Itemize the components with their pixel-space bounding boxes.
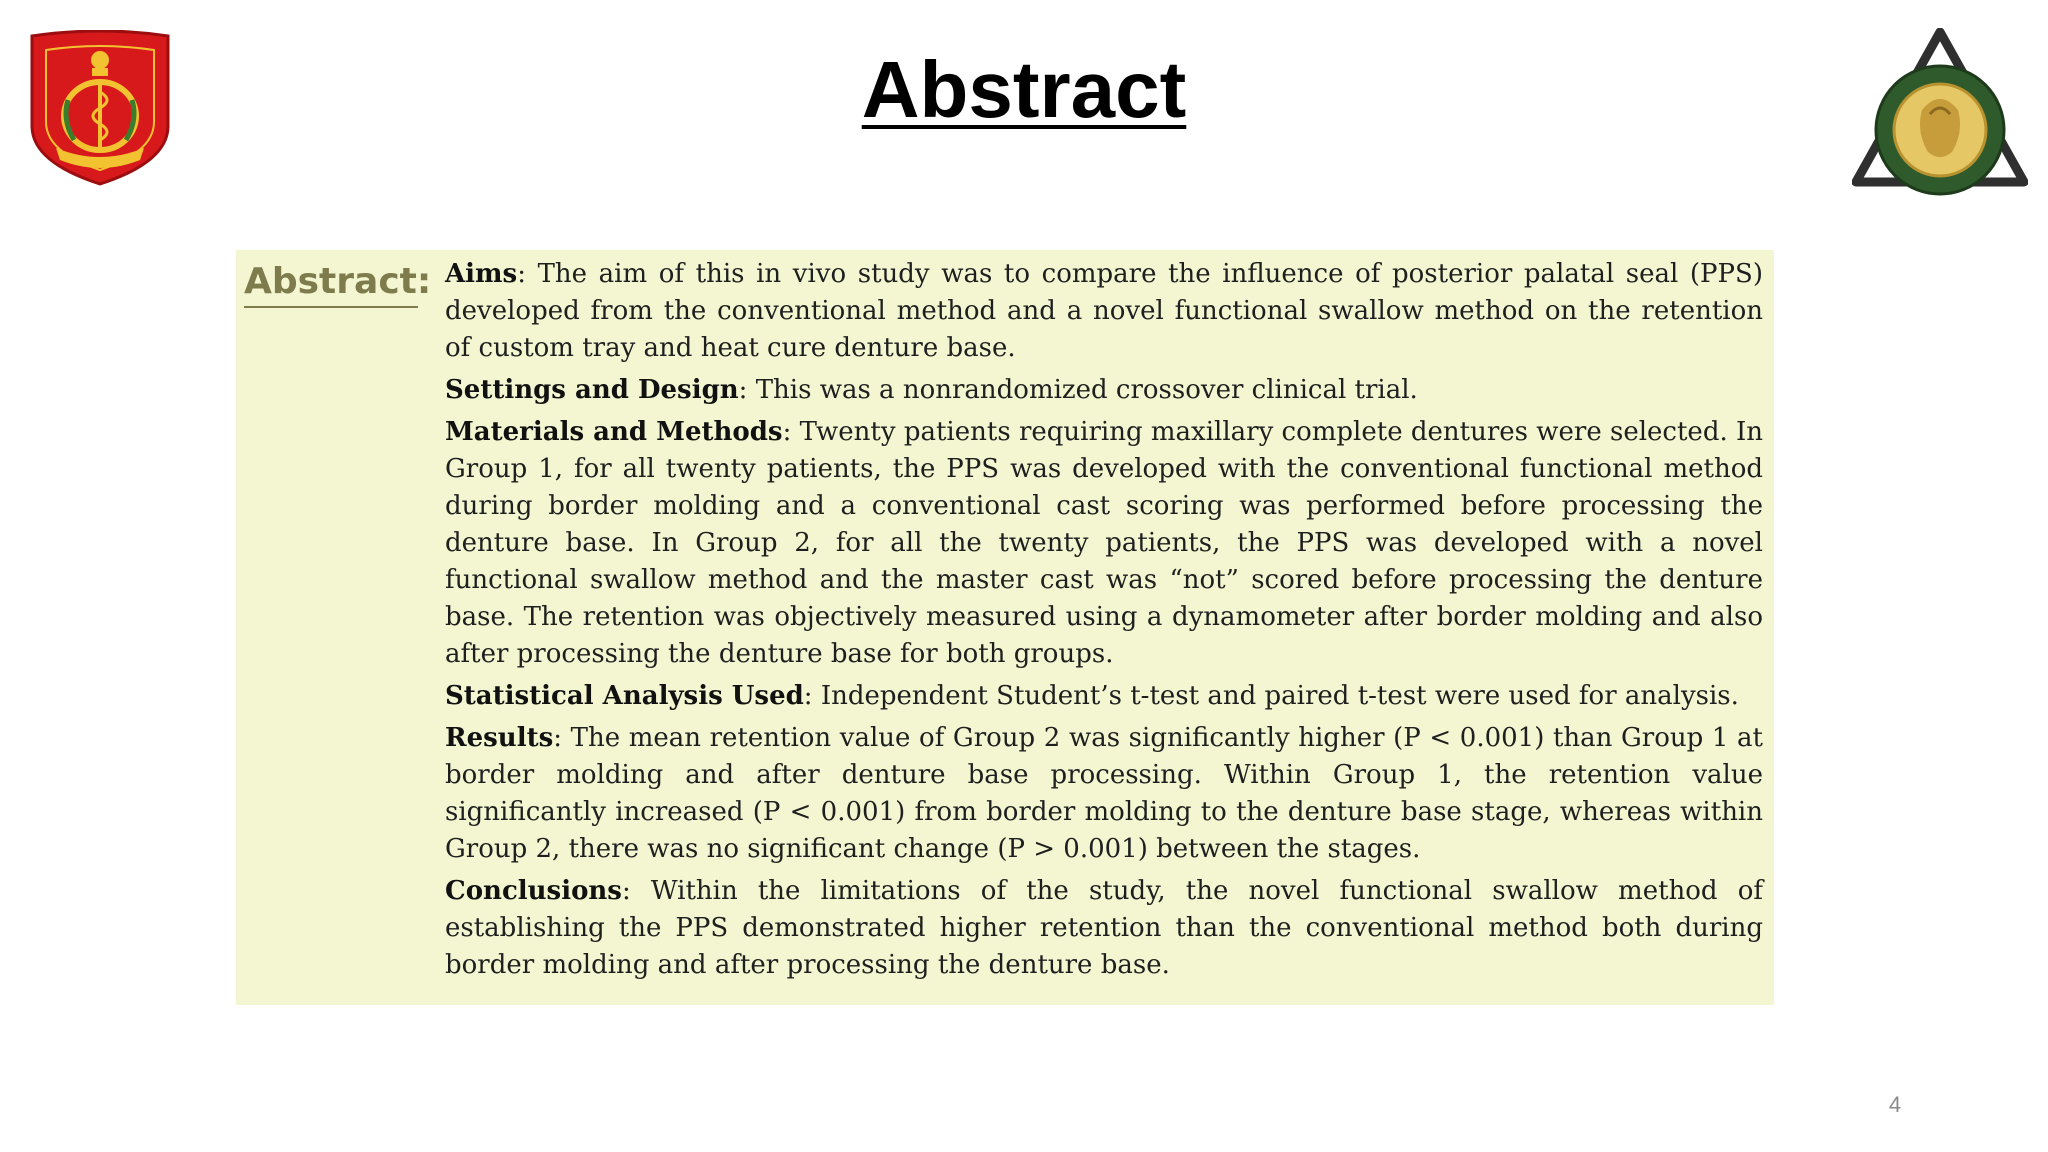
section-text: This was a nonrandomized crossover clinical trial. (755, 375, 1418, 405)
section-text: Twenty patients requiring maxillary complete dentures were selected. In Group 1, for all twenty patients, the PPS was developed with the conventional functional method during border molding and a conventional cast scoring was performed before processing the denture base. In Group 2, for all the twenty patients, the PPS was developed with a novel functional swallow method and the master cast was “not” scored before processing the denture base. The retention was objectively measured using a dynamometer after border molding and also after processing the denture base for both groups. (445, 417, 1764, 669)
section-label: Results (445, 723, 554, 753)
abstract-section-conclusions: Conclusions: Within the limitations of the study, the novel functional swallow method of establishing the PPS demonstrated higher retention than the conventional method both during border molding and after processing the denture base. (445, 876, 1764, 980)
section-text: Within the limitations of the study, the novel functional swallow method of establishing the PPS demonstrated higher retention than the conventional method both during border molding and after processing the denture base. (445, 876, 1764, 980)
section-label: Conclusions (445, 876, 622, 906)
section-text: Independent Student’s t-test and paired t-test were used for analysis. (820, 681, 1739, 711)
abstract-body (445, 256, 1763, 989)
section-label: Statistical Analysis Used (445, 681, 804, 711)
abstract-section-materials-methods: Materials and Methods: Twenty patients requiring maxillary complete dentures were selected. In Group 1, for all twenty patients, the PPS was developed with the conventional functional method during border molding and a conventional cast scoring was performed before processing the denture base. In Group 2, for all the twenty patients, the PPS was developed with a novel functional swallow method and the master cast was “not” scored before processing the denture base. The retention was objectively measured using a dynamometer after border molding and also after processing the denture base for both groups. (445, 417, 1764, 669)
abstract-section-settings-design: Settings and Design: This was a nonrandomized crossover clinical trial. (445, 375, 1418, 405)
armed-forces-medical-college-dental-department-emblem-icon (1852, 28, 2028, 206)
section-text: The aim of this in vivo study was to compare the influence of posterior palatal seal (PPS) developed from the conventional method and a novel functional swallow method on the retention of custom tray and heat cure denture base. (445, 259, 1763, 363)
slide-title: Abstract (861, 45, 1187, 134)
page-number: 4 (1888, 1092, 1902, 1117)
section-label: Settings and Design (445, 375, 739, 405)
abstract-panel (236, 250, 1774, 1005)
abstract-section-statistical-analysis: Statistical Analysis Used: Independent Student’s t-test and paired t-test were used for analysis. (445, 681, 1739, 711)
section-text: The mean retention value of Group 2 was significantly higher (P < 0.001) than Group 1 at border molding and after denture base processing. Within Group 1, the retention value significantly increased (P < 0.001) from border molding to the denture base stage, whereas within Group 2, there was no significant change (P > 0.001) between the stages. (445, 723, 1764, 864)
abstract-section-aims: Aims: The aim of this in vivo study was to compare the influence of posterior palatal seal (PPS) developed from the conventional method and a novel functional swallow method on the retention of custom tray and heat cure denture base. (445, 259, 1763, 363)
section-label: Aims (445, 259, 518, 289)
abstract-heading: Abstract: (244, 260, 418, 308)
abstract-section-results: Results: The mean retention value of Group 2 was significantly higher (P < 0.001) than Group 1 at border molding and after denture base processing. Within Group 1, the retention value significantly increased (P < 0.001) from border molding to the denture base stage, whereas within Group 2, there was no significant change (P > 0.001) between the stages. (445, 723, 1764, 864)
section-label: Materials and Methods (445, 417, 783, 447)
